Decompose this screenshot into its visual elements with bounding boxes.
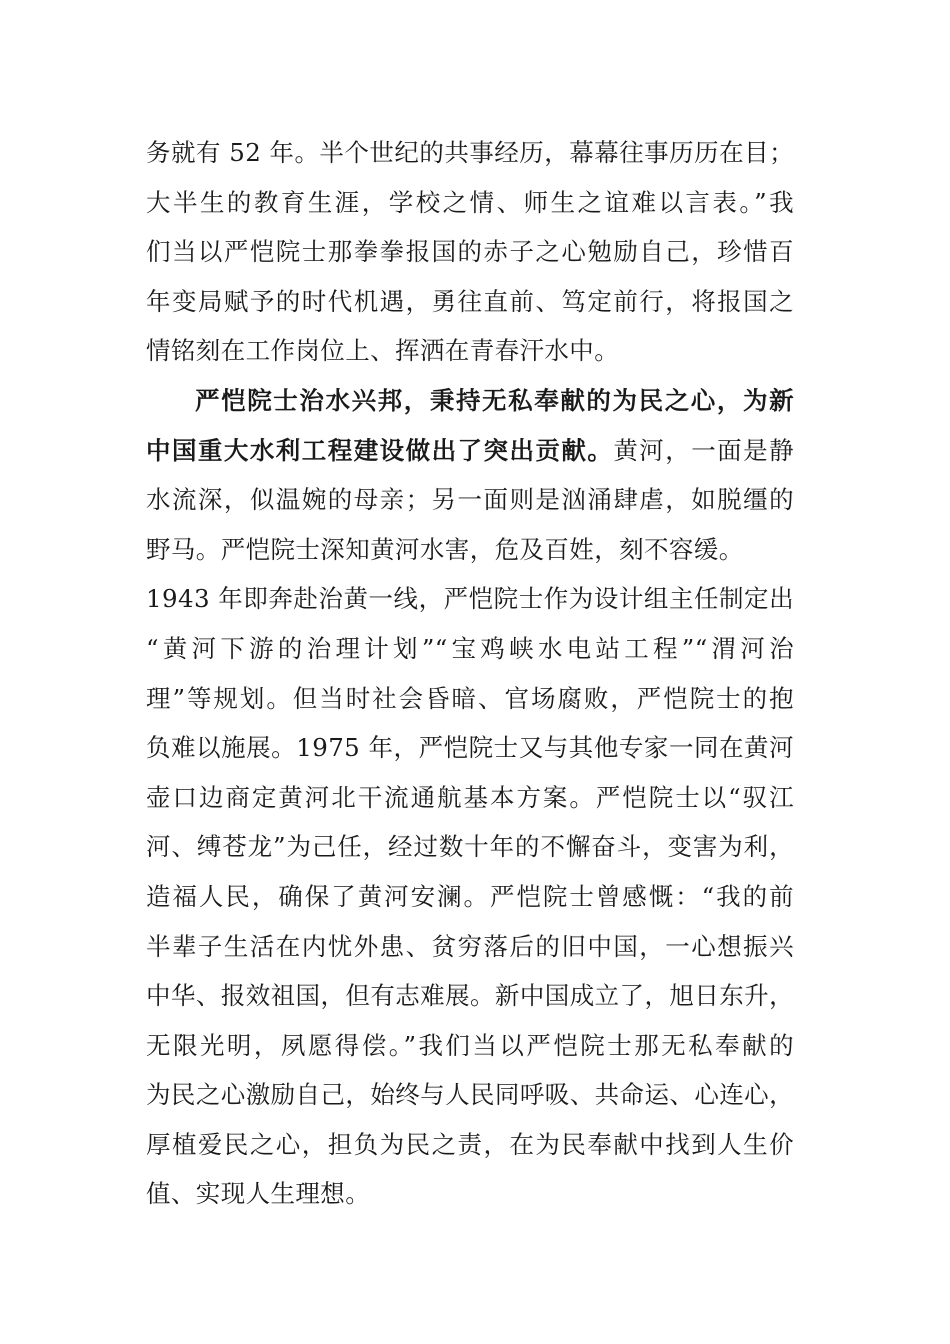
- paragraph-1: [146, 128, 794, 376]
- text-line: 情铭刻在工作岗位上、挥洒在青春汗水中。: [146, 336, 620, 366]
- text-line: 为民之心激励自己，始终与人民同呼吸、共命运、心连心，: [146, 1080, 794, 1110]
- bold-lead-line: 严恺院士治水兴邦，秉持无私奉献的为民之心，为新: [195, 385, 794, 415]
- text-line: 们当以严恺院士那拳拳报国的赤子之心勉励自己，珍惜百: [146, 237, 794, 267]
- text-line: 大半生的教育生涯，学校之情、师生之谊难以言表。”我: [146, 187, 794, 217]
- text-line: [146, 426, 794, 476]
- text-line: 中华、报效祖国，但有志难展。新中国成立了，旭日东升，: [146, 981, 794, 1011]
- body-text: [146, 128, 794, 1219]
- text-line: 厚植爱民之心，担负为民之责，在为民奉献中找到人生价: [146, 1129, 794, 1159]
- text-line: 负难以施展。1975 年，严恺院士又与其他专家一同在黄河: [146, 733, 794, 763]
- text-line: 水流深，似温婉的母亲；另一面则是汹涌肆虐，如脱缰的: [146, 485, 794, 515]
- text-line: 壶口边商定黄河北干流通航基本方案。严恺院士以“驭江: [146, 782, 794, 812]
- text-line: 野马。严恺院士深知黄河水害，危及百姓，刻不容缓。: [146, 534, 744, 564]
- text-line: 半辈子生活在内忧外患、贫穷落后的旧中国，一心想振兴: [146, 931, 794, 961]
- lead-rest-text: 黄河，一面是静: [613, 435, 794, 465]
- text-line: 年变局赋予的时代机遇，勇往直前、笃定前行，将报国之: [146, 286, 794, 316]
- text-line: “黄河下游的治理计划”“宝鸡峡水电站工程”“渭河治: [146, 633, 794, 663]
- text-line: 值、实现人生理想。: [146, 1179, 371, 1209]
- text-line: 理”等规划。但当时社会昏暗、官场腐败，严恺院士的抱: [146, 683, 794, 713]
- text-line: 1943 年即奔赴治黄一线，严恺院士作为设计组主任制定出: [146, 584, 794, 614]
- text-line: 造福人民，确保了黄河安澜。严恺院士曾感慨：“我的前: [146, 881, 794, 911]
- text-line: 河、缚苍龙”为己任，经过数十年的不懈奋斗，变害为利，: [146, 832, 794, 862]
- paragraph-2: [146, 376, 794, 1219]
- text-line: 务就有 52 年。半个世纪的共事经历，幕幕往事历历在目；: [146, 138, 794, 167]
- text-line: 无限光明，夙愿得偿。”我们当以严恺院士那无私奉献的: [146, 1030, 794, 1060]
- bold-lead-text: 中国重大水利工程建设做出了突出贡献。: [146, 435, 614, 465]
